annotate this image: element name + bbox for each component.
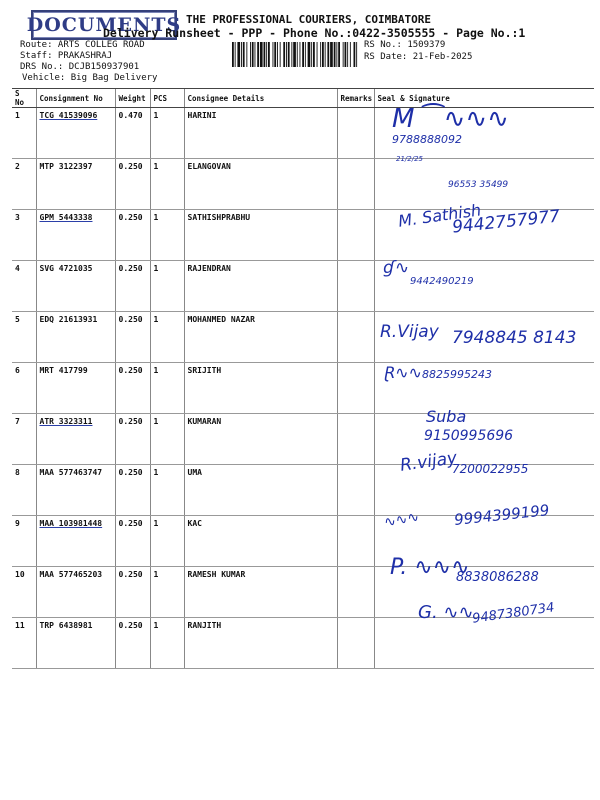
cell-consignment: TCG 41539096: [36, 108, 115, 159]
sig10-phone: 8838086288: [456, 570, 539, 585]
cell-remarks: [337, 465, 374, 516]
signature-3: M. Sathish: [397, 200, 483, 231]
sig7-phone: 9150995696: [424, 428, 514, 444]
cell-pcs: 1: [150, 414, 184, 465]
signature-9: ∿∿∿: [382, 509, 421, 531]
cell-sno: 1: [12, 108, 36, 159]
cell-consignment: MAA 577465203: [36, 567, 115, 618]
cell-consignee: HARINI: [184, 108, 337, 159]
drs-number: DRS No.: DCJB150937901: [20, 62, 140, 72]
sig1-phone: 9788888092: [392, 133, 462, 146]
cell-sno: 2: [12, 159, 36, 210]
cell-weight: 0.250: [115, 516, 150, 567]
sig9-phone: 9994399199: [453, 501, 551, 529]
cell-consignee: RAMESH KUMAR: [184, 567, 337, 618]
cell-sno: 8: [12, 465, 36, 516]
cell-consignee: SRIJITH: [184, 363, 337, 414]
signature-10: P. ∿∿∿: [390, 555, 470, 580]
cell-sno: 11: [12, 618, 36, 669]
cell-weight: 0.250: [115, 312, 150, 363]
sig6-phone: 8825995243: [422, 368, 492, 381]
route-label: Route: ARTS COLLEG ROAD: [20, 40, 145, 50]
table-row: [12, 363, 594, 414]
cell-pcs: 1: [150, 516, 184, 567]
cell-consignment: GPM 5443338: [36, 210, 115, 261]
cell-weight: 0.250: [115, 465, 150, 516]
runsheet-title: Delivery Runsheet - PPP - Phone No.:0422-3505555 - Page No.:1: [103, 26, 526, 40]
cell-consignee: RAJENDRAN: [184, 261, 337, 312]
staff-label: Staff: PRAKASHRAJ: [20, 51, 113, 61]
sig3-phone: 9442757977: [451, 206, 561, 238]
cell-pcs: 1: [150, 618, 184, 669]
sig2-date: 21/2/25: [396, 155, 423, 163]
signature-8: R.vijay: [398, 448, 459, 476]
cell-remarks: [337, 516, 374, 567]
cell-consignment: MAA 577463747: [36, 465, 115, 516]
sig5-phone: 7948845 8143: [452, 328, 577, 348]
cell-consignment: MAA 103981448: [36, 516, 115, 567]
cell-consignee: KAC: [184, 516, 337, 567]
signature-7: Suba: [426, 407, 467, 426]
barcode: [232, 42, 358, 67]
cell-sno: 9: [12, 516, 36, 567]
cell-consignment: MRT 417799: [36, 363, 115, 414]
cell-remarks: [337, 414, 374, 465]
cell-weight: 0.250: [115, 159, 150, 210]
col-sno: S No: [12, 89, 36, 108]
cell-consignment: EDQ 21613931: [36, 312, 115, 363]
col-consignee: Consignee Details: [184, 89, 337, 108]
cell-weight: 0.250: [115, 618, 150, 669]
cell-remarks: [337, 210, 374, 261]
cell-sno: 5: [12, 312, 36, 363]
signature-5: R.Vijay: [380, 322, 439, 342]
cell-consignee: ELANGOVAN: [184, 159, 337, 210]
col-remarks: Remarks: [337, 89, 374, 108]
cell-sno: 10: [12, 567, 36, 618]
cell-remarks: [337, 261, 374, 312]
cell-sno: 4: [12, 261, 36, 312]
signature-1: M ⁀∿∿∿: [392, 104, 509, 134]
sig2-phone: 96553 35499: [448, 180, 509, 190]
rs-number: RS No.: 1509379: [364, 40, 446, 50]
sig8-phone: 7200022955: [452, 462, 529, 476]
vehicle-label: Vehicle: Big Bag Delivery: [22, 73, 158, 83]
cell-weight: 0.250: [115, 567, 150, 618]
cell-consignment: ATR 3323311: [36, 414, 115, 465]
cell-consignee: RANJITH: [184, 618, 337, 669]
cell-sno: 3: [12, 210, 36, 261]
cell-weight: 0.470: [115, 108, 150, 159]
cell-consignment: MTP 3122397: [36, 159, 115, 210]
cell-pcs: 1: [150, 312, 184, 363]
cell-weight: 0.250: [115, 363, 150, 414]
cell-sno: 7: [12, 414, 36, 465]
sig4-phone: 9442490219: [410, 276, 474, 287]
company-name: THE PROFESSIONAL COURIERS, COIMBATORE: [186, 13, 432, 26]
cell-pcs: 1: [150, 465, 184, 516]
col-consignment: Consignment No: [36, 89, 115, 108]
cell-weight: 0.250: [115, 261, 150, 312]
cell-consignment: SVG 4721035: [36, 261, 115, 312]
cell-remarks: [337, 312, 374, 363]
rs-date: RS Date: 21-Feb-2025: [364, 52, 473, 62]
documents-stamp: DOCUMENTS: [31, 10, 177, 40]
cell-remarks: [337, 159, 374, 210]
col-signature: Seal & Signature: [374, 89, 594, 108]
cell-pcs: 1: [150, 108, 184, 159]
col-weight: Weight: [115, 89, 150, 108]
signature-6: Ɽ∿∿: [384, 363, 422, 382]
cell-weight: 0.250: [115, 210, 150, 261]
cell-consignment: TRP 6438981: [36, 618, 115, 669]
cell-consignee: UMA: [184, 465, 337, 516]
cell-pcs: 1: [150, 159, 184, 210]
cell-pcs: 1: [150, 210, 184, 261]
cell-consignee: SATHISHPRABHU: [184, 210, 337, 261]
sig11-phone: 9487380734: [471, 600, 556, 627]
signature-4: ɠ∿: [383, 258, 410, 278]
cell-consignee: KUMARAN: [184, 414, 337, 465]
signature-11: G. ∿∿: [418, 602, 474, 623]
cell-remarks: [337, 108, 374, 159]
cell-pcs: 1: [150, 363, 184, 414]
cell-consignee: MOHANMED NAZAR: [184, 312, 337, 363]
table-row: [12, 261, 594, 312]
cell-remarks: [337, 618, 374, 669]
cell-sno: 6: [12, 363, 36, 414]
cell-remarks: [337, 363, 374, 414]
cell-weight: 0.250: [115, 414, 150, 465]
cell-pcs: 1: [150, 567, 184, 618]
col-pcs: PCS: [150, 89, 184, 108]
cell-remarks: [337, 567, 374, 618]
cell-pcs: 1: [150, 261, 184, 312]
table-row: [12, 618, 594, 669]
